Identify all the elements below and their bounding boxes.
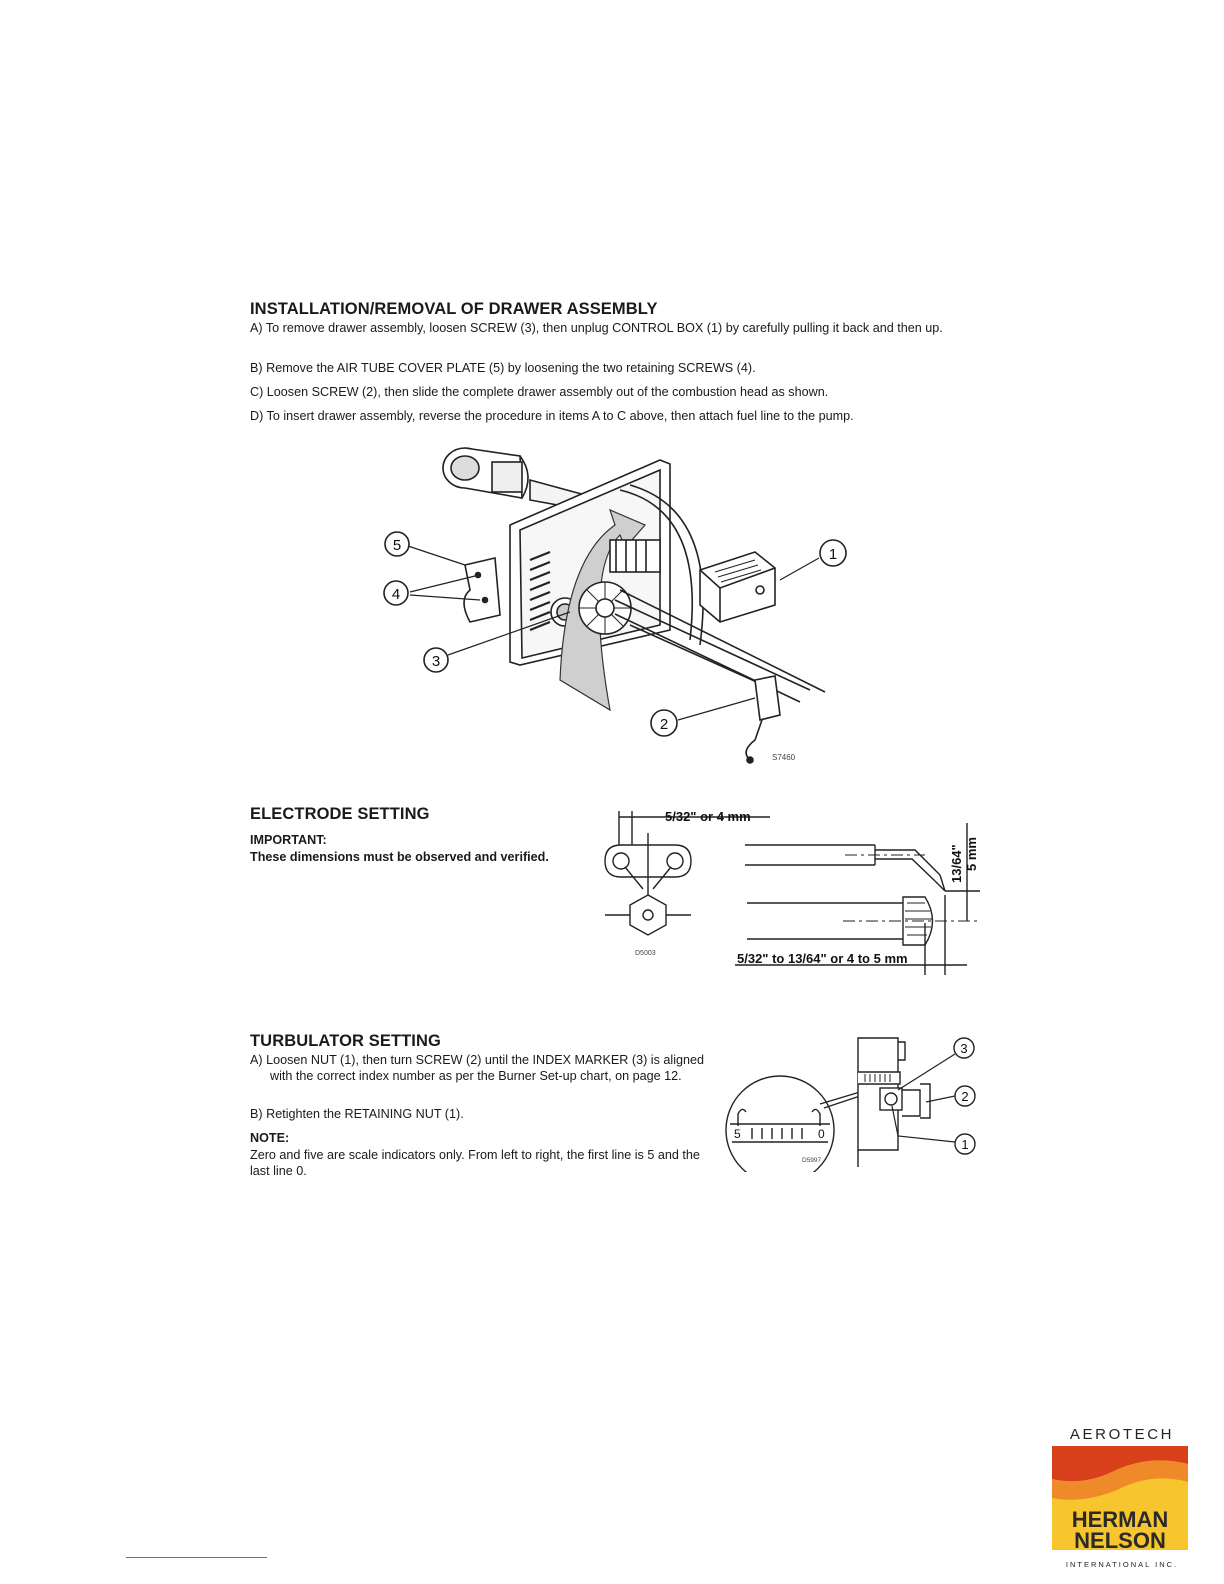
callout-5	[385, 532, 409, 556]
scale-detail	[726, 1076, 834, 1172]
callout-2	[651, 710, 677, 736]
electrode-diagram	[595, 803, 985, 981]
important-label: IMPORTANT:	[250, 833, 327, 847]
logo-top-text: AEROTECH	[1069, 1426, 1175, 1443]
drawer-figure-code: S7460	[772, 753, 796, 762]
svg-text:4: 4	[391, 586, 401, 603]
turbulator-section-title: TURBULATOR SETTING	[250, 1032, 441, 1050]
turbulator-diagram	[720, 1032, 985, 1172]
turbulator-step-b: B) Retighten the RETAINING NUT (1).	[250, 1107, 464, 1121]
electrode-front-view	[605, 811, 770, 957]
logo-herman: HERMAN	[1071, 1507, 1169, 1532]
note-label: NOTE:	[250, 1131, 290, 1145]
drawer-step-d: D) To insert drawer assembly, reverse the procedure in items A to C above, then attach fuel line to the pump.	[250, 409, 854, 423]
dim-setback-label: 5/32" to 13/64" or 4 to 5 mm	[737, 951, 908, 966]
turbulator-figure-code: D5997	[802, 1157, 822, 1164]
scale-right-number: 0	[818, 1127, 825, 1141]
turbulator-callout-2	[955, 1086, 975, 1106]
svg-text:1: 1	[828, 546, 838, 563]
control-box	[700, 552, 775, 622]
turbulator-callout-3	[954, 1038, 974, 1058]
important-text: These dimensions must be observed and verified.	[250, 850, 549, 864]
svg-text:3: 3	[960, 1041, 968, 1056]
svg-text:2: 2	[961, 1089, 969, 1104]
electrode-figure-code: D5003	[635, 950, 656, 957]
logo-bottom-text: INTERNATIONAL INC.	[1065, 1560, 1179, 1569]
turbulator-assembly	[858, 1038, 930, 1167]
note-text: Zero and five are scale indicators only. From left to right, the first line is 5 and the last line 0.	[250, 1148, 700, 1178]
turbulator-callout-1	[955, 1134, 975, 1154]
drawer-section-title: INSTALLATION/REMOVAL OF DRAWER ASSEMBLY	[250, 300, 658, 318]
burner-motor	[443, 448, 585, 510]
callout-1	[820, 540, 846, 566]
electrode-section-title: ELECTRODE SETTING	[250, 805, 430, 823]
aerotech-herman-nelson-logo	[1052, 1424, 1192, 1574]
drawer-assembly-diagram	[370, 440, 850, 775]
scale-left-number: 5	[734, 1127, 741, 1141]
drawer-step-b: B) Remove the AIR TUBE COVER PLATE (5) by loosening the two retaining SCREWS (4).	[250, 361, 756, 375]
svg-text:2: 2	[659, 716, 669, 733]
turbulator-step-a: A) Loosen NUT (1), then turn SCREW (2) until the INDEX MARKER (3) is aligned with the correct index number as per the Burner Set-up chart, on page 12.	[250, 1053, 705, 1083]
svg-text:1: 1	[961, 1137, 969, 1152]
logo-nelson: NELSON	[1074, 1528, 1166, 1553]
drawer-step-c: C) Loosen SCREW (2), then slide the complete drawer assembly out of the combustion head as shown.	[250, 385, 829, 399]
air-tube-cover-plate	[464, 558, 500, 622]
dim-height-in-label: 13/64"	[949, 844, 964, 883]
callout-4	[384, 581, 408, 605]
drawer-step-a: A) To remove drawer assembly, loosen SCREW (3), then unplug CONTROL BOX (1) by carefully pulling it back and then up.	[250, 321, 943, 335]
footer-link-underline[interactable]	[126, 1557, 267, 1558]
svg-text:5: 5	[392, 537, 402, 554]
dim-height-mm-label: 5 mm	[964, 837, 979, 871]
callout-3	[424, 648, 448, 672]
svg-text:3: 3	[431, 653, 441, 670]
dim-gap-label: 5/32" or 4 mm	[665, 809, 751, 824]
